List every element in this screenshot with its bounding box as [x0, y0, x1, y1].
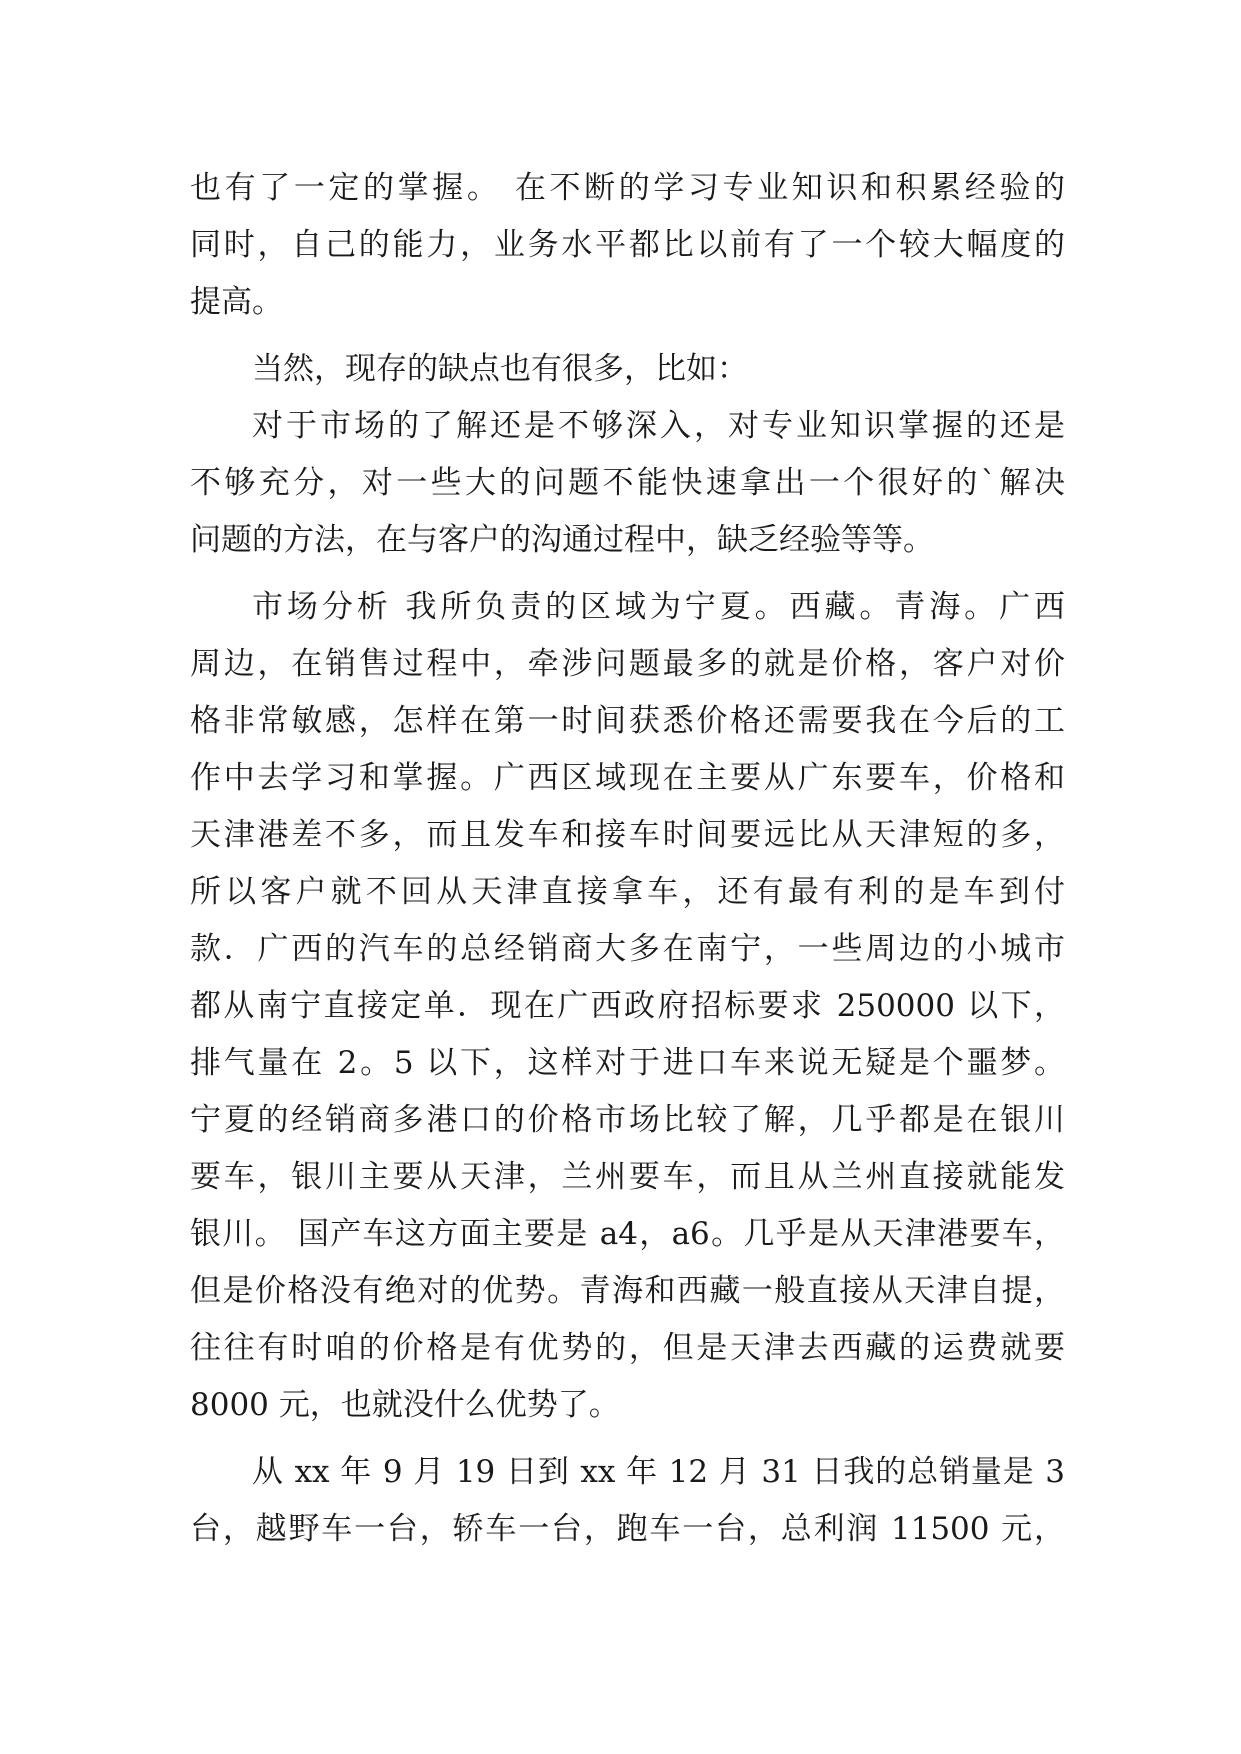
text-line: 周边，在销售过程中，牵涉问题最多的就是价格，客户对价: [190, 646, 1065, 682]
text-line: 不够充分，对一些大的问题不能快速拿出一个很好的`解决: [190, 465, 1065, 501]
document-body: [190, 160, 1065, 1558]
text-line: 宁夏的经销商多港口的价格市场比较了解，几乎都是在银川: [190, 1102, 1065, 1138]
text-line: 8000 元，也就没什么优势了。: [190, 1387, 620, 1423]
text-line: 台，越野车一台，轿车一台，跑车一台，总利润 11500 元，: [190, 1511, 1065, 1547]
text-line: 当然，现存的缺点也有很多，比如：: [252, 351, 748, 387]
paragraph-gap: [190, 331, 1065, 341]
text-line: 市场分析 我所负责的区域为宁夏。西藏。青海。广西: [252, 589, 1065, 625]
text-line: 从 xx 年 9 月 19 日到 xx 年 12 月 31 日我的总销量是 3: [252, 1454, 1065, 1490]
text-line: 对于市场的了解还是不够深入，对专业知识掌握的还是: [252, 408, 1065, 444]
text-line: 但是价格没有绝对的优势。青海和西藏一般直接从天津自提，: [190, 1273, 1065, 1309]
text-line: 提高。: [190, 284, 283, 320]
paragraph-gap: [190, 1434, 1065, 1444]
text-line: 作中去学习和掌握。广西区域现在主要从广东要车，价格和: [190, 760, 1065, 796]
text-line: 天津港差不多，而且发车和接车时间要远比从天津短的多，: [190, 817, 1065, 853]
text-line: 银川。 国产车这方面主要是 a4，a6。几乎是从天津港要车，: [190, 1216, 1065, 1252]
text-line: 款．广西的汽车的总经销商大多在南宁，一些周边的小城市: [190, 931, 1065, 967]
text-line: 也有了一定的掌握。 在不断的学习专业知识和积累经验的: [190, 170, 1065, 206]
text-line: 排气量在 2。5 以下，这样对于进口车来说无疑是个噩梦。: [190, 1045, 1065, 1081]
text-line: 都从南宁直接定单．现在广西政府招标要求 250000 以下，: [190, 988, 1065, 1024]
text-line: 问题的方法，在与客户的沟通过程中，缺乏经验等等。: [190, 522, 934, 558]
text-line: 格非常敏感，怎样在第一时间获悉价格还需要我在今后的工: [190, 703, 1065, 739]
text-line: 同时，自己的能力，业务水平都比以前有了一个较大幅度的: [190, 227, 1065, 263]
text-line: 所以客户就不回从天津直接拿车，还有最有利的是车到付: [190, 874, 1065, 910]
text-line: 要车，银川主要从天津，兰州要车，而且从兰州直接就能发: [190, 1159, 1065, 1195]
paragraph-gap: [190, 569, 1065, 579]
text-line: 往往有时咱的价格是有优势的，但是天津去西藏的运费就要: [190, 1330, 1065, 1366]
